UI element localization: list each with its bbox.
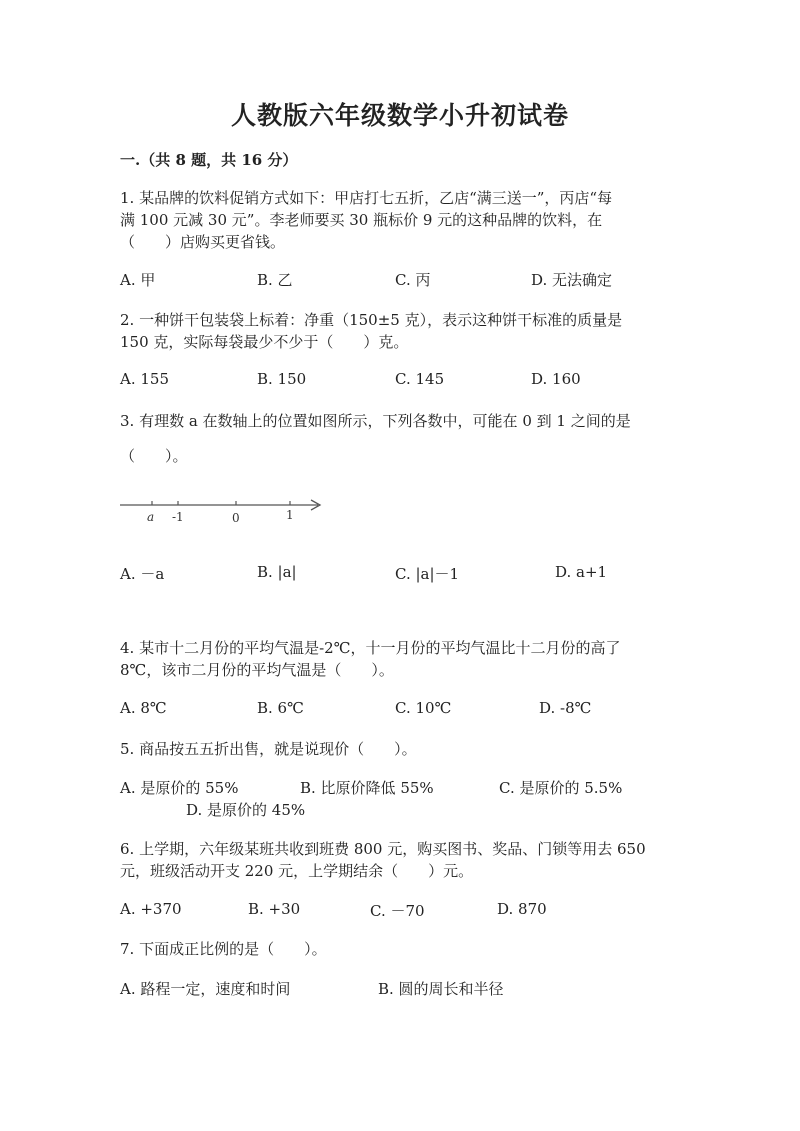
q2-option-a[interactable]: A. 155 xyxy=(120,370,169,388)
q6-option-c[interactable]: C. －70 xyxy=(370,902,425,920)
q7-option-b[interactable]: B. 圆的周长和半径 xyxy=(378,980,504,998)
q4-option-c[interactable]: C. 10℃ xyxy=(395,699,452,717)
page-title: 人教版六年级数学小升初试卷 xyxy=(230,101,569,130)
q4-line-2: 8℃，该市二月份的平均气温是（ ）。 xyxy=(120,661,394,679)
q6-option-b[interactable]: B. +30 xyxy=(248,900,301,918)
section-heading: 一.（共 8 题，共 16 分） xyxy=(120,151,298,169)
q5-option-a[interactable]: A. 是原价的 55% xyxy=(120,779,239,797)
q4-option-a[interactable]: A. 8℃ xyxy=(120,699,167,717)
q2-line-1: 2. 一种饼干包装袋上标着：净重（150±5 克），表示这种饼干标准的质量是 xyxy=(120,311,623,329)
q5-option-d[interactable]: D. 是原价的 45% xyxy=(186,801,306,819)
q7-option-a[interactable]: A. 路程一定，速度和时间 xyxy=(120,980,291,998)
label-1: 1 xyxy=(286,508,294,522)
q6-option-d[interactable]: D. 870 xyxy=(497,900,547,918)
q1-line-2: 满 100 元减 30 元”。李老师要买 30 瓶标价 9 元的这种品牌的饮料，在 xyxy=(120,211,603,229)
q1-option-c[interactable]: C. 丙 xyxy=(395,271,431,289)
q1-line-3: （ ）店购买更省钱。 xyxy=(120,233,286,251)
q4-option-d[interactable]: D. -8℃ xyxy=(539,699,592,717)
q2-option-c[interactable]: C. 145 xyxy=(395,370,445,388)
label-minus-1: -1 xyxy=(172,510,184,524)
q1-option-b[interactable]: B. 乙 xyxy=(257,271,293,289)
label-a: a xyxy=(147,510,155,524)
q3-line-2: （ ）。 xyxy=(120,447,188,465)
q1-option-a[interactable]: A. 甲 xyxy=(120,271,156,289)
q4-line-1: 4. 某市十二月份的平均气温是-2℃，十一月份的平均气温比十二月份的高了 xyxy=(120,639,621,657)
q3-option-d[interactable]: D. a+1 xyxy=(555,563,608,581)
q2-line-2: 150 克，实际每袋最少不少于（ ）克。 xyxy=(120,333,409,351)
q6-line-2: 元，班级活动开支 220 元，上学期结余（ ）元。 xyxy=(120,862,474,880)
q2-option-d[interactable]: D. 160 xyxy=(531,370,581,388)
number-line-figure xyxy=(118,495,328,529)
label-0: 0 xyxy=(232,511,240,525)
q1-line-1: 1. 某品牌的饮料促销方式如下：甲店打七五折，乙店“满三送一”，丙店“每 xyxy=(120,189,613,207)
q2-option-b[interactable]: B. 150 xyxy=(257,370,307,388)
q5-line-1: 5. 商品按五五折出售，就是说现价（ ）。 xyxy=(120,740,417,758)
q6-option-a[interactable]: A. +370 xyxy=(120,900,182,918)
q5-option-c[interactable]: C. 是原价的 5.5% xyxy=(499,779,623,797)
q3-line-1: 3. 有理数 a 在数轴上的位置如图所示，下列各数中，可能在 0 到 1 之间的是 xyxy=(120,412,631,430)
q3-option-c[interactable]: C. |a|－1 xyxy=(395,565,460,583)
q6-line-1: 6. 上学期，六年级某班共收到班费 800 元，购买图书、奖品、门锁等用去 650 xyxy=(120,840,646,858)
q5-option-b[interactable]: B. 比原价降低 55% xyxy=(300,779,434,797)
q4-option-b[interactable]: B. 6℃ xyxy=(257,699,304,717)
q3-option-b[interactable]: B. |a| xyxy=(257,563,297,581)
q1-option-d[interactable]: D. 无法确定 xyxy=(531,271,613,289)
q3-option-a[interactable]: A. －a xyxy=(120,565,165,583)
q7-line-1: 7. 下面成正比例的是（ ）。 xyxy=(120,940,327,958)
